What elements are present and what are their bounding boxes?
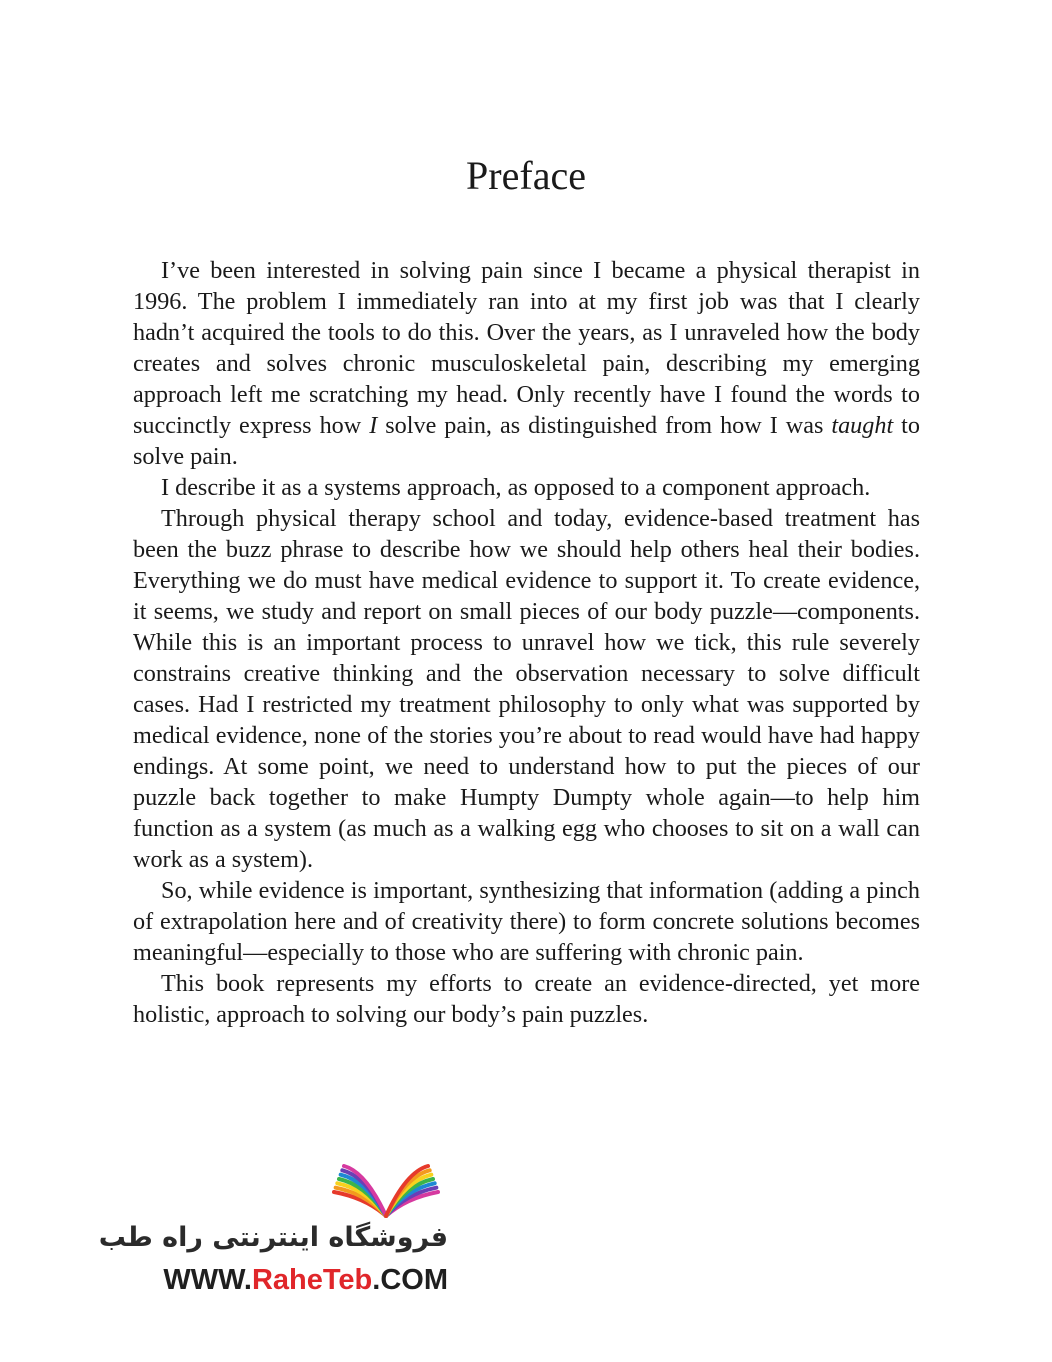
watermark-persian-text: فروشگاه اینترنتی راه طب	[98, 1222, 448, 1253]
paragraph-text: I’ve been interested in solving pain since I became a physical therapist in 1996. The problem I immediately ran into at my first job was that I clearly hadn’t acquired the tools to do this. Over the years, as I unraveled how the body creates and solves chronic musculoskeletal pain, describing my emerging approach left me scratching my head. Only recently have I found the words to succinctly express how	[133, 257, 920, 439]
watermark-url	[118, 1262, 448, 1298]
open-book-icon	[330, 1162, 442, 1218]
body-text	[133, 255, 920, 1030]
paragraph-text: solve pain, as distinguished from how I was	[377, 412, 832, 439]
page-title: Preface	[466, 153, 586, 198]
paragraph-text: Through physical therapy school and today, evidence-based treatment has been the buzz phrase to describe how we should help others heal their bodies. Everything we do must have medical evidence to support it. To create evidence, it seems, we study and report on small pieces of our body puzzle—components. While this is an important process to unravel how we tick, this rule severely constrains creative thinking and the observation necessary to solve difficult cases. Had I restricted my treatment philosophy to only what was supported by medical evidence, none of the stories you’re about to read would have had happy endings. At some point, we need to understand how to put the pieces of our puzzle back together to make Humpty Dumpty whole again—to help him function as a system (as much as a walking egg who chooses to sit on a wall can work as a system).	[133, 505, 920, 873]
paragraph-text: This book represents my efforts to create an evidence-directed, yet more holistic, approach to solving our body’s pain puzzles.	[133, 970, 920, 1028]
paragraph-1	[133, 255, 920, 472]
paragraph-text: I describe it as a systems approach, as opposed to a component approach.	[161, 474, 871, 501]
paragraph-5	[133, 968, 920, 1030]
paragraph-text: to solve pain.	[133, 412, 920, 470]
watermark-logo	[98, 1162, 448, 1302]
emphasis-text: I	[369, 412, 378, 439]
watermark-url-suffix: .COM	[372, 1264, 448, 1296]
watermark-url-brand: RaheTeb	[251, 1264, 373, 1296]
paragraph-4	[133, 875, 920, 968]
emphasis-text: taught	[831, 412, 894, 439]
paragraph-3	[133, 503, 920, 875]
watermark-url-prefix: WWW.	[163, 1264, 252, 1296]
paragraph-2	[133, 472, 920, 503]
paragraph-text: So, while evidence is important, synthesizing that information (adding a pinch of extrapolation here and of creativity there) to form concrete solutions becomes meaningful—especially to those who are suffering with chronic pain.	[133, 877, 920, 966]
